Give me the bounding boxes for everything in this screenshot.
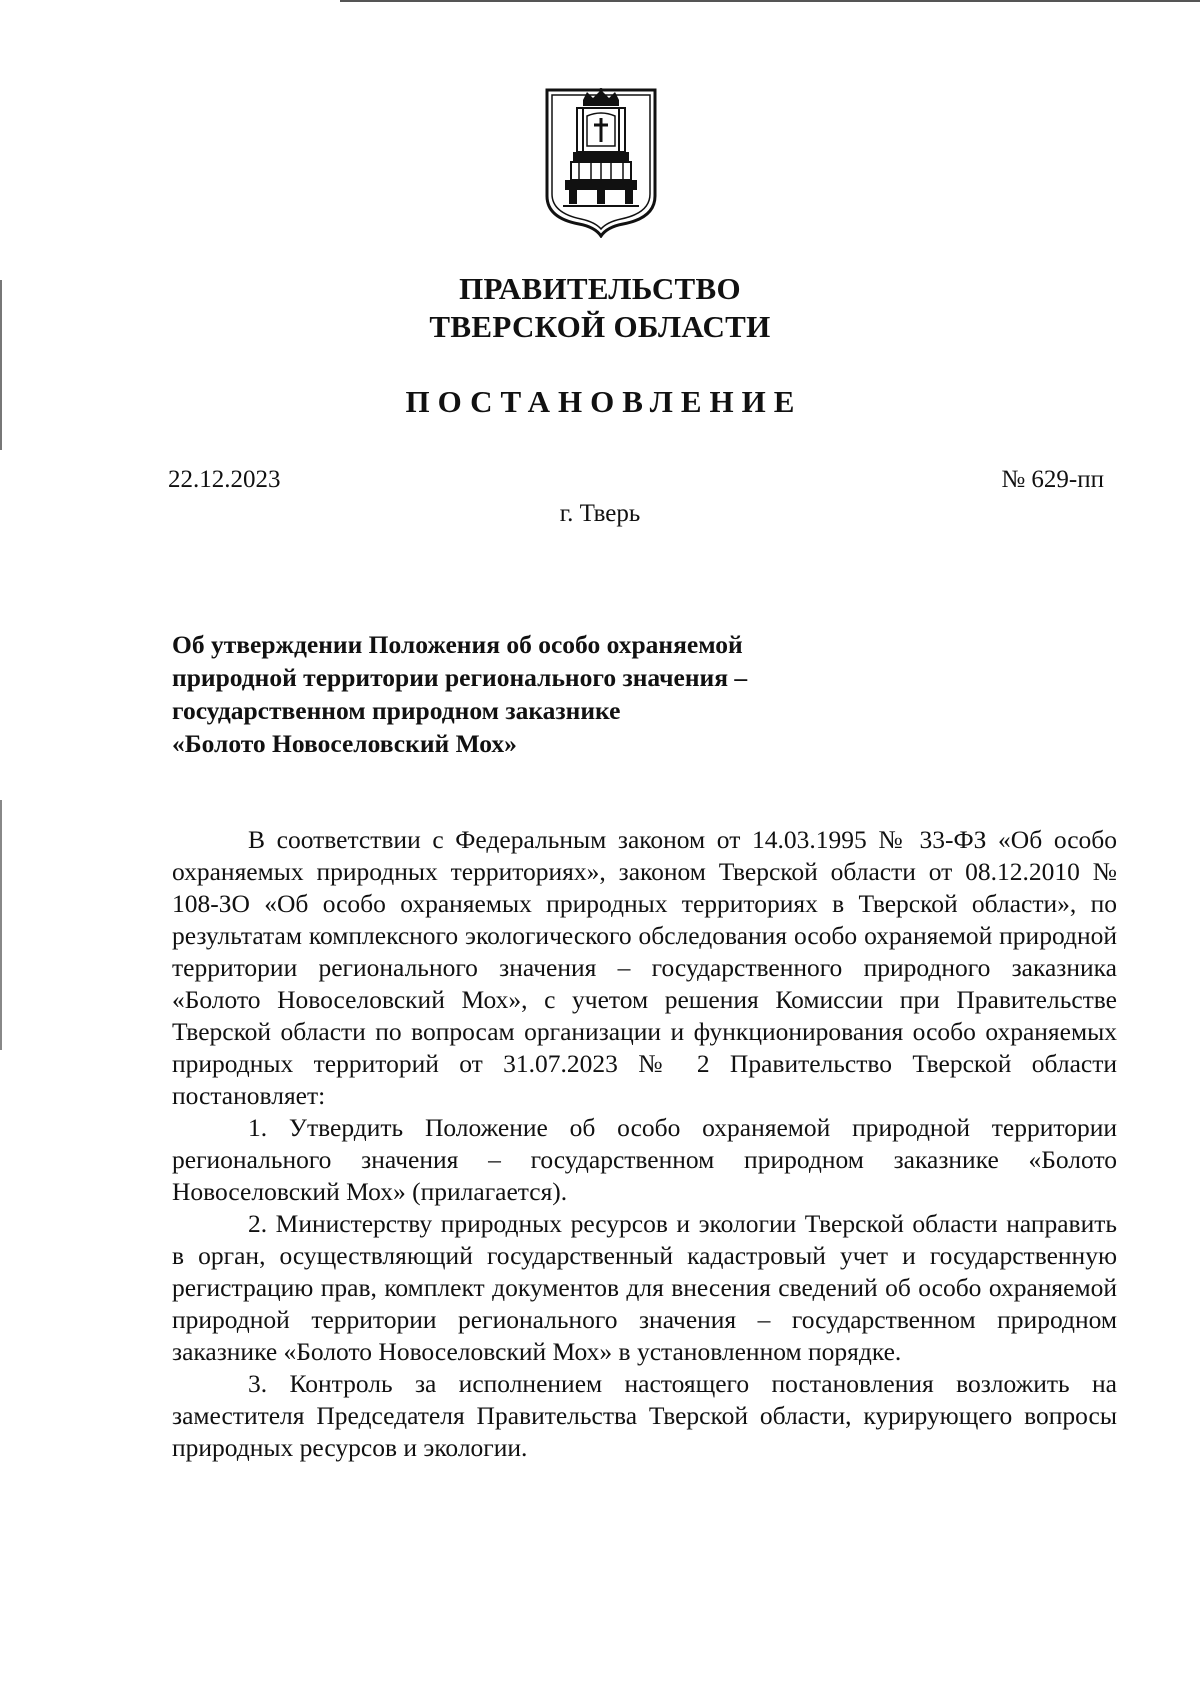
subject-line: государственном природном заказнике xyxy=(172,696,621,725)
organization-title xyxy=(0,270,1200,346)
subject-line: «Болото Новоселовский Мох» xyxy=(172,729,517,758)
body-paragraph-item-3: 3. Контроль за исполнением настоящего постановления возложить на заместителя Председателя Правительства Тверской области, курирующего вопросы природных ресурсов и экологии. xyxy=(172,1369,1117,1462)
document-body xyxy=(172,824,1117,1464)
document-type: ПОСТАНОВЛЕНИЕ xyxy=(405,384,803,419)
scan-artifact-edge xyxy=(0,800,2,1050)
document-date: 22.12.2023 xyxy=(168,466,281,493)
body-paragraph-item-2: 2. Министерству природных ресурсов и экологии Тверской области направить в орган, осуществляющий государственный кадастровый учет и государственную регистрацию прав, комплект документов для внесения сведений об особо охраняемой природной территории регионального значения – государственном природном заказнике «Болото Новоселовский Мох» в установленном порядке. xyxy=(172,1209,1117,1366)
body-paragraph-item-1: 1. Утвердить Положение об особо охраняемой природной территории регионального значения – государственном природном заказнике «Болото Новоселовский Мох» (прилагается). xyxy=(172,1113,1117,1206)
subject-line: природной территории регионального значения – xyxy=(172,663,748,692)
tver-coat-of-arms-icon xyxy=(543,86,659,238)
document-city: г. Тверь xyxy=(559,500,641,527)
scan-artifact-line xyxy=(340,0,1200,2)
document-subject xyxy=(172,628,872,760)
organization-title-line: ПРАВИТЕЛЬСТВО xyxy=(459,271,741,306)
body-paragraph-preamble: В соответствии с Федеральным законом от 14.03.1995 № 33-ФЗ «Об особо охраняемых природных территориях», законом Тверской области от 08.12.2010 № 108-ЗО «Об особо охраняемых природных территориях в Тверской области», по результатам комплексного экологического обследования особо охраняемой природной территории регионального значения – государственного природного заказника «Болото Новоселовский Мох», с учетом решения Комиссии при Правительстве Тверской области по вопросам организации и функционирования особо охраняемых природных территорий от 31.07.2023 № 2 Правительство Тверской области постановляет: xyxy=(172,825,1117,1110)
organization-title-line: ТВЕРСКОЙ ОБЛАСТИ xyxy=(429,309,771,344)
document-number: № 629-пп xyxy=(1001,466,1104,493)
subject-line: Об утверждении Положения об особо охраняемой xyxy=(172,630,743,659)
